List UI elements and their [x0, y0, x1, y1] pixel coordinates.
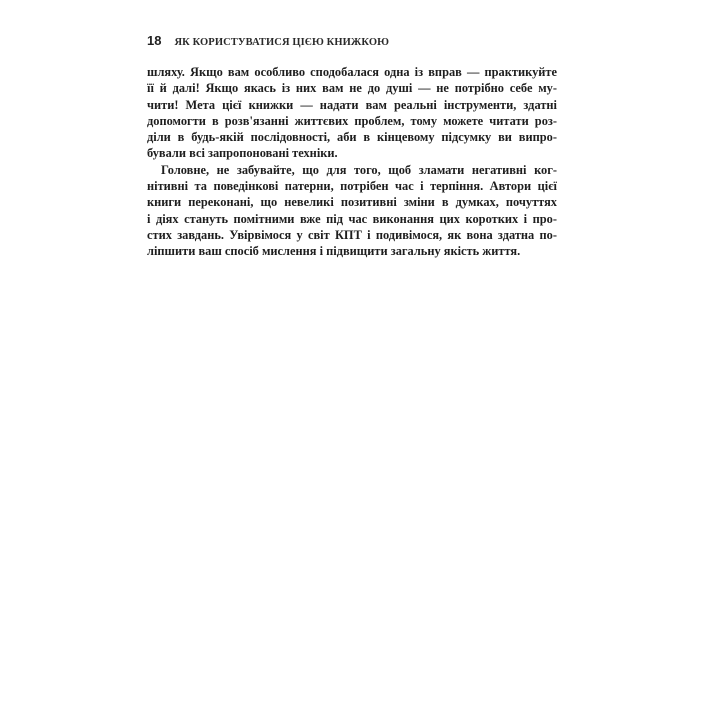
text-line: книги переконані, що невеликі позитивні зміни в думках, почуттях [147, 195, 557, 210]
paragraph-1 [147, 64, 557, 162]
text-line: нітивні та поведінкові патерни, потрібен час і терпіння. Автори цієї [147, 179, 557, 194]
body-text [147, 64, 557, 260]
text-line: бували всі запропоновані техніки. [147, 146, 338, 161]
page-number: 18 [147, 33, 162, 48]
text-line: стих завдань. Увірвімося у світ КПТ і подивімося, як вона здатна по- [147, 227, 557, 242]
paragraph-2 [147, 162, 557, 260]
text-line: і діях стануть помітними вже під час виконання цих коротких і про- [147, 211, 557, 226]
page-header [147, 33, 389, 49]
text-line: діли в будь-якій послідовності, аби в кінцевому підсумку ви випро- [147, 130, 557, 145]
text-line: чити! Мета цієї книжки — надати вам реальні інструменти, здатні [147, 97, 557, 112]
running-title: ЯК КОРИСТУВАТИСЯ ЦІЄЮ КНИЖКОЮ [174, 37, 390, 48]
text-line: ліпшити ваш спосіб мислення і підвищити загальну якість життя. [147, 244, 521, 259]
text-line: її й далі! Якщо якась із них вам не до душі — не потрібно себе му- [147, 81, 557, 96]
text-line: допомогти в розв'язанні життєвих проблем, тому можете читати роз- [147, 113, 557, 128]
text-line: шляху. Якщо вам особливо сподобалася одна із вправ — практикуйте [147, 65, 557, 79]
text-line: Головне, не забувайте, що для того, щоб зламати негативні ког- [161, 162, 557, 177]
